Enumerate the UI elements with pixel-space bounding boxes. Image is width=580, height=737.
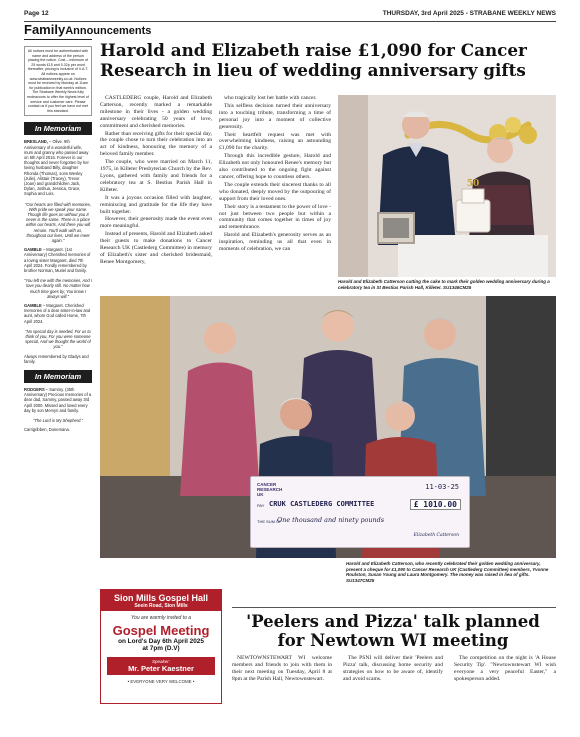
obituary-gamble-2 (24, 303, 92, 324)
article-column-1 (100, 95, 212, 267)
cheque-amount: £ 1010.00 (410, 499, 461, 510)
obituary-gamble-1 (24, 247, 92, 273)
obituary-name: BRESLAND, (24, 139, 48, 145)
paragraph: The couple extends their sincerest thanks to all who donated, deeply moved by the outpouring of support from their loved ones. (219, 181, 331, 202)
cancer-research-logo (257, 482, 282, 497)
paragraph: Instead of presents, Harold and Elizabeth asked their guests to make donations to Cancer Research UK (Castlederg Committee) in memory of Elizabeth's sister and cherished bridesmaid, Renee Montgomery, (100, 231, 212, 265)
photo-cake-cutting (338, 95, 556, 277)
paragraph: who tragically lost her battle with cancer. (224, 95, 317, 101)
obituary-poem: "You left me with the memories, And I love you dearly still. No matter how much time goes by, You know I always will." (24, 278, 92, 299)
cheque-payee: CRUK CASTLEDERG COMMITTEE (269, 500, 375, 508)
obituary-name: GAMBLE (24, 247, 42, 253)
article-headline: 'Peelers and Pizza' talk planned for Newtown WI meeting (246, 612, 540, 650)
advert-speaker-box (107, 657, 215, 675)
photo-cake-cutting-illustration (338, 95, 556, 277)
family-announcements-column (24, 22, 152, 729)
advert-footer: • EVERYONE VERY WELCOME • (127, 678, 195, 684)
cake-topper-number: 50 (466, 179, 480, 189)
obituary-poem: "The Lord is My Shepherd." (32, 418, 83, 424)
section-title-word-1: Family (24, 22, 66, 37)
paragraph: Their story is a testament to the power of love - not just between two people but within a community that comes together in times of joy and remembrance. (219, 203, 331, 231)
in-memoriam-heading: In Memoriam (24, 122, 92, 135)
in-memoriam-heading: In Memoriam (24, 370, 92, 383)
paragraph: This selfless decision turned their anniversary into a touching tribute, transforming a time of personal joy into a moment of collective generosity. (219, 102, 331, 130)
paragraph: The PSNI will deliver their 'Peelers and Pizza' talk, discussing home security and strategies on how to be aware of, identify and avoid scams. (343, 655, 443, 682)
obituary-signoff: Always remembered by Gladys and family. (24, 353, 89, 364)
paragraph: However, their generosity made the event even more meaningful. (100, 216, 212, 230)
paragraph: It was a joyous occasion filled with laughter, reminiscing and gratitude for the life they have built together. (100, 194, 212, 215)
paragraph: Their heartfelt request was met with overwhelming kindness, raising an astounding £1,090 for the charity. (219, 131, 331, 152)
logo-line: RESEARCH (257, 487, 283, 492)
logo-line: CANCER (257, 482, 277, 487)
logo-line: UK (257, 492, 264, 497)
obituary-text: – Sammy. (35th Anniversary) Precious memories of a dear dad, Sammy, passed away 3rd April 2000. Missed and loved every day by son Mervyn and family. (24, 387, 92, 413)
page-number: Page 12 (24, 9, 49, 17)
advert-time: at 7pm (D.V) (142, 645, 180, 653)
article-headline: Harold and Elizabeth raise £1,090 for Cancer Research in lieu of wedding anniversary gifts (100, 40, 527, 80)
advert-speaker-label: Speaker: (151, 658, 170, 664)
cheque-date: 11-03-25 (425, 483, 459, 491)
header-rule (24, 21, 556, 22)
notice-terms: All notices must be authenticated with name and address of the person placing the notice. Cost – minimum of 25 words £15 and 0.32p per word thereafter, pricing is inclusive of V.A.T. All notices appear on www.strabaneweekly.co.uk. Notices must be received by Monday at 11am for publication in that week's edition. The Strabane Weekly News fully endeavours to offer the highest level of service and customer care. Please contact us if you feel we have not met this standard. (24, 46, 92, 116)
photo-caption: Harold and Elizabeth Catterson cutting the cake to mark their golden wedding anniversary during a celebratory tea in St Bestius Parish Hall, Killeter. SU1346CM25 (338, 279, 550, 290)
paragraph: Through this incredible gesture, Harold and Elizabeth not only honoured Renee's memory but also contributed to the ongoing fight against cancer, offering hope to countless others. (219, 153, 331, 180)
section-title (24, 22, 152, 40)
article-column-2 (219, 95, 331, 254)
advert-address: Seein Road, Sion Mills (134, 603, 188, 609)
article-column-3 (454, 655, 556, 684)
obituary-rodgers (24, 387, 92, 413)
section-title-word-2: Announcements (65, 25, 152, 37)
obituary-poem: "No special day is needed, For us to think of you, For you were someone special, And we thought the world of you." (25, 328, 91, 350)
obituary-name: GAMBLE (24, 303, 42, 308)
advert-header (101, 590, 221, 611)
advert-speaker-name: Mr. Peter Kaestner (128, 663, 194, 673)
photo-caption: Harold and Elizabeth Catterson, who recently celebrated their golden wedding anniversary, present a cheque for £1,090 to Cancer Research UK (Castlederg Committee) members, Yvonne Roulston, Susan Young and Laura Montgomery. The money was raised in lieu of gifts. SU1347CM25 (346, 561, 549, 583)
obituary-name: RODGERS (24, 387, 45, 393)
obituary-text: – Margaret. Cherished memories of a dear sister-in-law and aunt, whom God called Home, 7th April 2024. (24, 303, 91, 324)
paragraph: CASTLEDERG couple, Harold and Elizabeth Catterson, recently marked a remarkable milestone in their lives - a golden wedding anniversary celebrating 50 years of love, commitment and cherished memories. (100, 95, 212, 129)
article-column-1 (232, 655, 332, 684)
advert-invite: You are warmly invited to a (130, 615, 192, 621)
photo-cheque-presentation (100, 296, 556, 558)
paragraph: The couple, who were married on March 11, 1975, in Killeter Presbyterian Church by the Rev. Lyons, gathered with family and friends for a celebratory tea at S. Bestius Parish Hall in Killeter. (100, 159, 212, 193)
paragraph: Rather than receiving gifts for their special day, the couple chose to turn their celebration into an act of kindness, honouring the memory of a beloved family member. (100, 130, 212, 158)
article-column-2 (343, 655, 443, 684)
cheque-pay-label: PAY (257, 503, 265, 508)
obituary-text: – Margaret. (1st Anniversary) Cherished memories of a loving sister Margaret, died 7th April 2024. Fondly remembered by brother Norman, Muriel and family. (24, 247, 91, 273)
advert-title: Sion Mills Gospel Hall (113, 593, 209, 603)
page-header (24, 6, 556, 20)
cheque-sum-label: THE SUM OF (257, 519, 282, 524)
paragraph: Harold and Elizabeth's generosity serves as an inspiration, reminding us all that even in moments of celebration, we can (219, 232, 331, 253)
paragraph: The competition on the night is 'A House Security Tip'. "Newtownstewart WI wish everyone a very peaceful Easter," a spokesperson added. (454, 655, 556, 682)
dateline: THURSDAY, 3rd April 2025 - STRABANE WEEKLY NEWS (382, 9, 556, 17)
cheque-signature: Elizabeth Catterson (413, 533, 459, 538)
article-divider (232, 607, 556, 608)
cheque-sum-words: One thousand and ninety pounds (277, 516, 384, 524)
gospel-meeting-advert (100, 589, 222, 704)
advert-date: on Lord's Day 6th April 2025 (118, 638, 204, 645)
obituary-poem: "Our hearts are filled with memories, With pride we speak your name. Though life goes on without you It never is the same. There is a place within our hearts, And there you will remain. You'll walk with us, throughout our lives, Until we meet again." (24, 201, 92, 243)
advert-event: Gospel Meeting (112, 623, 210, 638)
obituary-bresland (24, 139, 92, 196)
obituary-text: – Olive. 9th Anniversary of a wonderful wife, mum and granny who passed away on 5th April 2016. Forever in our thoughts and never forgotten by her loving husband Billy, daughter Rhonda (Thomas), sons Wesley (Julie), Alistair (Tracey), Trevor (Joan) and grandchildren Jack, Dylan, Joshua, Jessica, Grace, Sophia and Lois. (24, 139, 89, 197)
obituary-signoff: Carrigribben, Donemana. (24, 427, 70, 433)
cheque (250, 476, 470, 548)
paragraph: NEWTOWNSTEWART WI welcome members and friends to join with them in their next meeting on Tuesday, April 8 at 8pm at the Parish Hall, Newtownstewart. (232, 655, 332, 682)
